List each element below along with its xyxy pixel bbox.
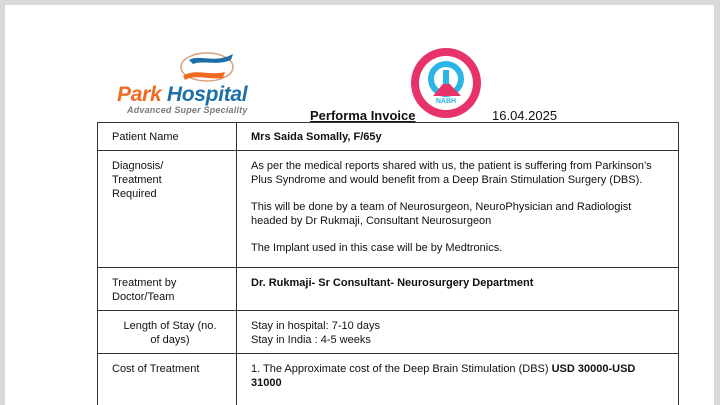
diagnosis-label-line: Required [112,188,157,200]
hands-logo-icon [175,50,239,84]
hospital-name-part2: Hospital [166,83,248,106]
treatment-by-label-line: Doctor/Team [112,291,175,303]
cost-item-amount: USD 30000-USD 31000 [251,363,636,389]
diagnosis-label-line: Treatment [112,174,162,186]
hospital-name-part1: Park [117,83,162,106]
length-of-stay-label [98,311,237,354]
svg-text:NABH: NABH [435,98,457,105]
stay-line: Stay in India : 4-5 weeks [251,334,371,346]
cost-value [237,354,679,405]
park-hospital-logo [117,50,312,118]
diagnosis-label-line: Diagnosis/ [112,160,164,172]
table-row-diagnosis [98,151,679,268]
diagnosis-paragraph: As per the medical reports shared with us, the patient is suffering from Parkinson’s Plus Syndrome and would benefit from a Deep Brain Stimulation Surgery (DBS). [251,160,652,186]
cost-item-text: 1. The Approximate cost of the Deep Brain Stimulation (DBS) [251,363,552,375]
document-page [5,5,714,405]
table-row-cost [98,354,679,405]
invoice-title: Performa Invoice [310,108,416,123]
invoice-table [97,122,679,405]
diagnosis-paragraph: The Implant used in this case will be by Medtronics. [251,242,503,254]
treatment-by-label [98,268,237,311]
treatment-by-value: Dr. Rukmaji- Sr Consultant- Neurosurgery Department [237,268,679,311]
cost-label: Cost of Treatment [98,354,237,405]
patient-name-value: Mrs Saida Somally, F/65y [237,123,679,151]
table-row-treatment-by [98,268,679,311]
length-of-stay-label-line: of days) [150,334,190,346]
diagnosis-value [237,151,679,268]
stay-line: Stay in hospital: 7-10 days [251,320,381,332]
diagnosis-paragraph: This will be done by a team of Neurosurgeon, NeuroPhysician and Radiologist headed by Dr Rukmaji, Consultant Neurosurgeon [251,201,632,227]
treatment-by-label-line: Treatment by [112,277,177,289]
hospital-tagline: Advanced Super Speciality [127,105,248,115]
diagnosis-label [98,151,237,268]
invoice-date: 16.04.2025 [492,108,558,123]
table-row-patient-name [98,123,679,151]
length-of-stay-label-line: Length of Stay (no. [123,320,217,332]
length-of-stay-value [237,311,679,354]
table-row-length-of-stay [98,311,679,354]
nabh-accreditation-seal-icon [409,46,483,120]
hospital-name [117,83,247,107]
patient-name-label: Patient Name [98,123,237,151]
